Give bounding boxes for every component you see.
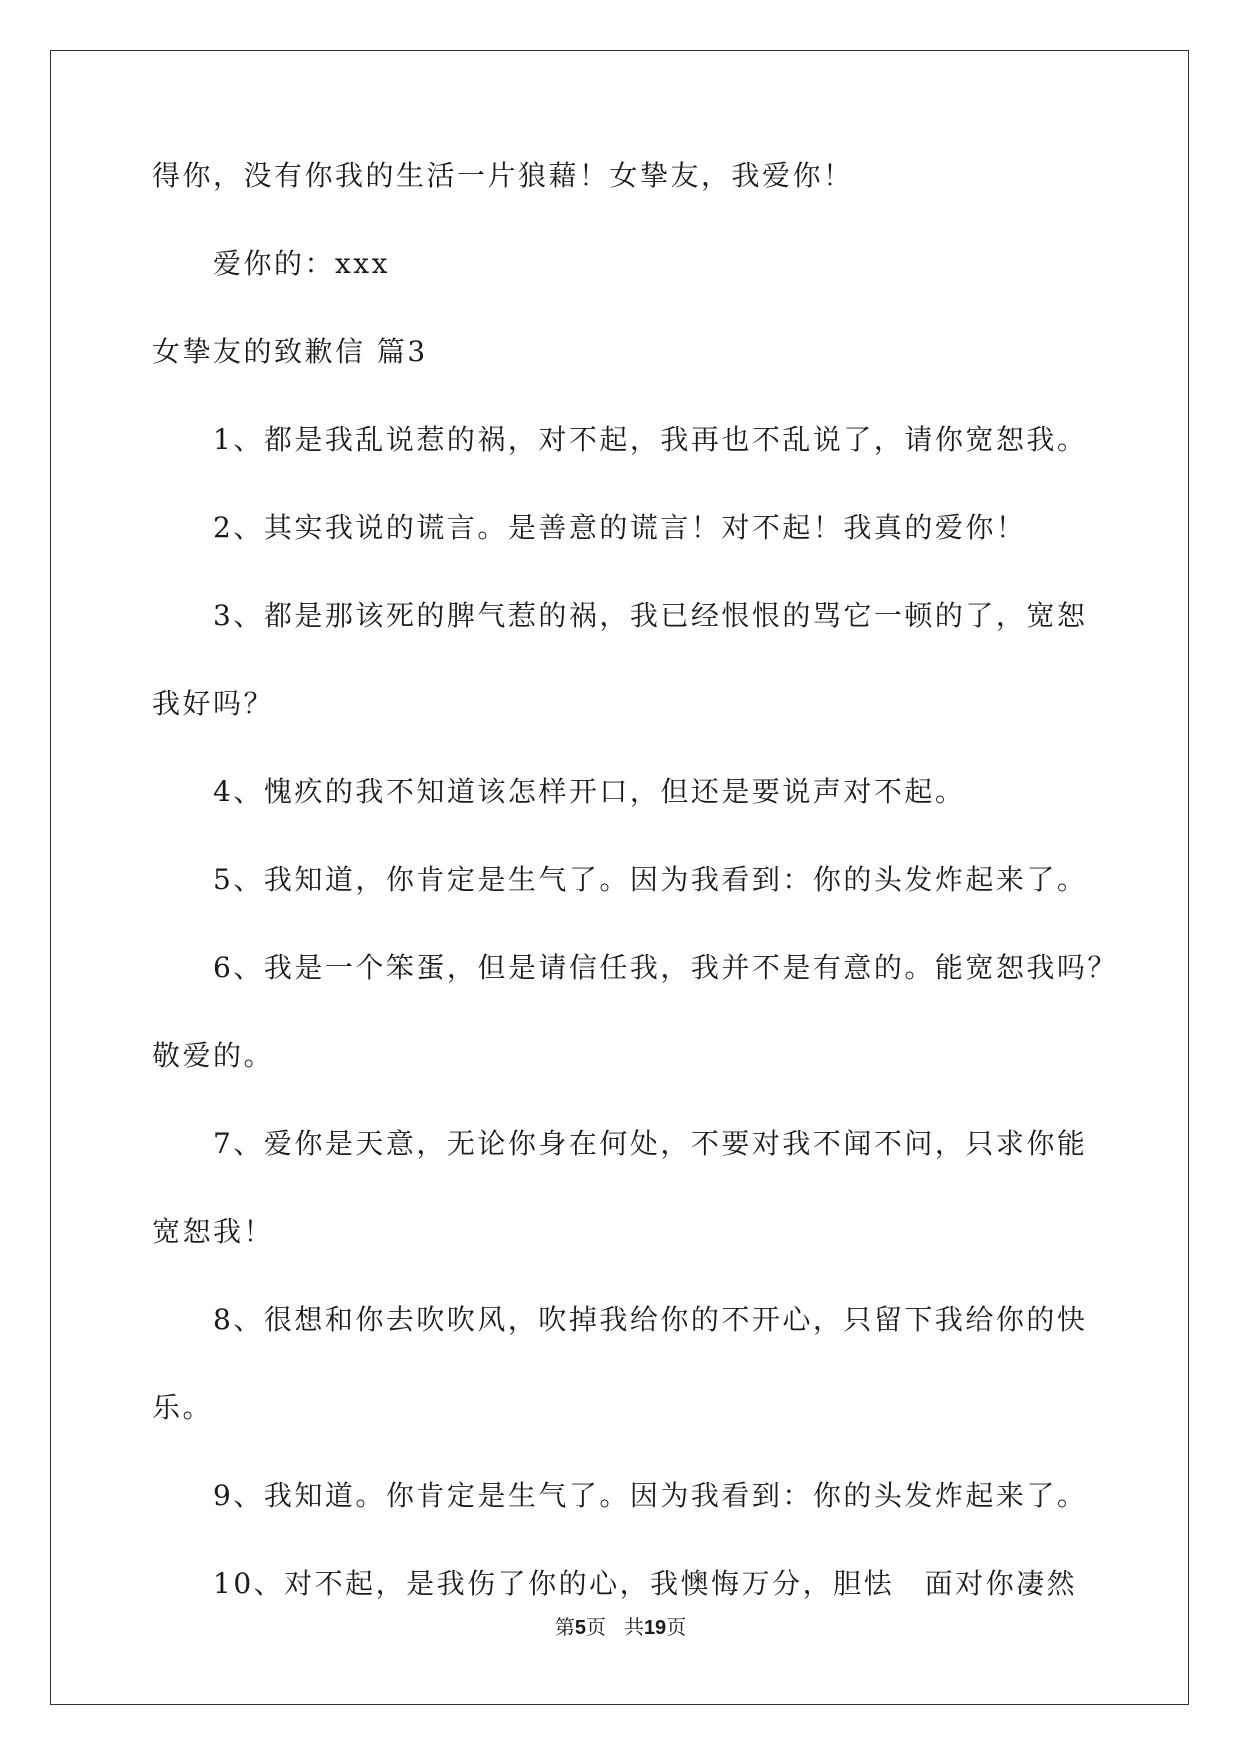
text-line: 6、我是一个笨蛋，但是请信任我，我并不是有意的。能宽恕我吗？ bbox=[213, 951, 1118, 984]
text-line: 8、很想和你去吹吹风，吹掉我给你的不开心，只留下我给你的快 bbox=[213, 1303, 1088, 1336]
text-line: 2、其实我说的谎言。是善意的谎言！对不起！我真的爱你！ bbox=[213, 511, 1027, 544]
footer-prefix: 第 bbox=[554, 1615, 575, 1639]
footer-total-suffix: 页 bbox=[666, 1615, 687, 1639]
text-line: 我好吗？ bbox=[152, 687, 275, 720]
text-line: 3、都是那该死的脾气惹的祸，我已经恨恨的骂它一顿的了，宽恕 bbox=[213, 599, 1088, 632]
text-line: 4、愧疚的我不知道该怎样开口，但还是要说声对不起。 bbox=[213, 775, 966, 808]
text-line: 敬爱的。 bbox=[152, 1039, 275, 1072]
footer-total-prefix: 共 bbox=[623, 1615, 644, 1639]
text-line: 10、对不起，是我伤了你的心，我懊悔万分，胆怯 面对你凄然 bbox=[213, 1567, 1078, 1600]
text-line: 得你，没有你我的生活一片狼藉！女挚友，我爱你！ bbox=[152, 159, 854, 192]
text-line: 5、我知道，你肯定是生气了。因为我看到：你的头发炸起来了。 bbox=[213, 863, 1088, 896]
text-line: 乐。 bbox=[152, 1391, 214, 1424]
section-heading: 女挚友的致歉信 篇3 bbox=[152, 335, 428, 368]
signature-line: 爱你的：xxx bbox=[213, 247, 390, 280]
page-footer bbox=[0, 1613, 1241, 1642]
text-line: 1、都是我乱说惹的祸，对不起，我再也不乱说了，请你宽恕我。 bbox=[213, 423, 1088, 456]
text-line: 宽恕我！ bbox=[152, 1215, 275, 1248]
total-pages-number: 19 bbox=[643, 1617, 667, 1639]
current-page-number: 5 bbox=[574, 1617, 586, 1639]
text-line: 7、爱你是天意，无论你身在何处，不要对我不闻不问，只求你能 bbox=[213, 1127, 1088, 1160]
text-line: 9、我知道。你肯定是生气了。因为我看到：你的头发炸起来了。 bbox=[213, 1479, 1088, 1512]
footer-page-suffix: 页 bbox=[585, 1615, 606, 1639]
